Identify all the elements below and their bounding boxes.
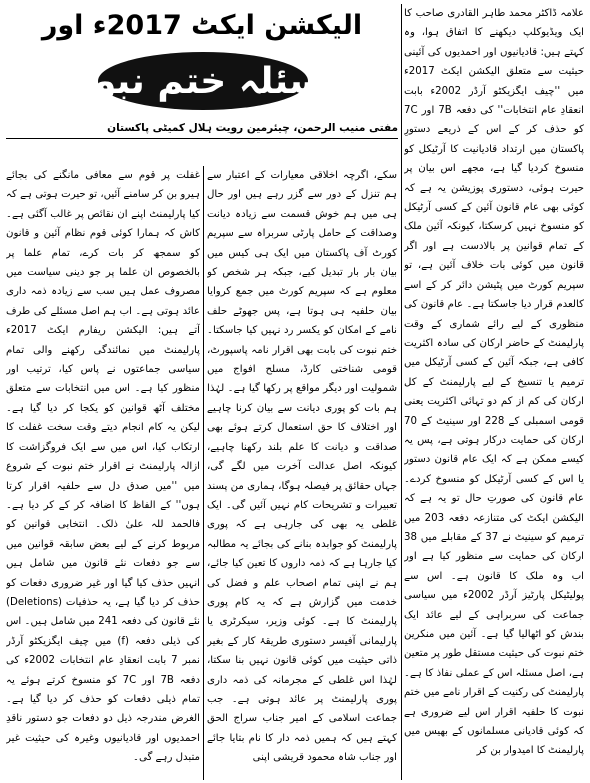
article-title: مسئلہ ختم نبوت [57, 60, 349, 102]
article-column-left [6, 166, 200, 780]
column-text: غفلت پر قوم سے معافی مانگنے کی بجائے ہیرو بن کر سامنے آئیں، تو حیرت ہوتی ہے کہ کیا پارلیمنٹ اپنے ان نقائص پر غالب آگئی ہے۔ کاش کہ ہمارا کوئی قوم نظام آئین و قانون کو سمجھ کر بات کرے، تمام علما پر بالخصوص ان علما پر جو دینی سیاست میں مصروف عمل ہیں سب سے زیادہ ذمہ داری عائد ہوتی ہے۔ اب ہم اصل مسئلے کی طرف آتے ہیں: الیکشن ریفارم ایکٹ 2017ء پارلیمنٹ میں نمائندگی رکھنے والی تمام سیاسی جماعتوں نے پاس کیا، ترتیب اور منظور کیا ہے۔ اس میں انتخابات سے متعلق مختلف آٹھ قوانین کو یکجا کر دیا گیا ہے۔ لیکن یہ کام انجام دیتے وقت سخت غفلت کا ارتکاب کیا، اس میں سے ایک فروگزاشت کا ازالہ پارلیمنٹ نے اقرار ختم نبوت کے شروع میں ''میں صدق دل سے حلفیہ اقرار کرتا ہوں'' کے الفاظ کا اضافہ کر کے کر دیا ہے۔ فالحمد للہ علیٰ ذلک۔ انتخابی قوانین کو مربوط کرنے کے لیے بعض سابقہ قوانین میں سے جو دفعات نئے قانون میں شامل ہیں انہیں حذف کیا گیا اور غیر ضروری دفعات کو حذف کر دیا گیا ہے، یہ حذفیات (Deletions) نئے قانون کی دفعہ 241 میں شامل ہیں۔ اس کی ذیلی دفعہ (f) میں چیف ایگزیکٹو آرڈر نمبر 7 بابت انعقادِ عام انتخابات 2002ء کی دفعہ 7B اور 7C کو منسوخ کرتے ہوئے یہ تمام ذیلی دفعات کو حذف کر دیا گیا ہے۔ الغرض مندرجہ ذیل دو دفعات جو دستور ناقدِ احمدیوں اور قادیانیوں وغیرہ کی حیثیت غیر متبدل رہے گی۔ [6, 170, 200, 764]
headline-block [6, 6, 398, 116]
article-column-middle [207, 166, 397, 780]
byline-rule [6, 138, 398, 139]
column-divider [203, 166, 204, 780]
author-byline: مفتی منیب الرحمن، چیئرمین رویت ہلال کمیٹی پاکستان [107, 122, 398, 134]
article-column-right [404, 4, 584, 780]
column-text: علامہ ڈاکٹر محمد طاہر القادری صاحب کا ایک ویڈیوکلپ دیکھنے کا اتفاق ہوا، وہ کہتے ہیں: قادیانیوں اور احمدیوں کی آئینی حیثیت سے متعلق الیکشن ایکٹ 2017ء میں ''چیف ایگزیکٹو آرڈر 2002ء بابت انعقادِ عام انتخابات'' کی دفعہ 7B اور 7C کو حذف کر کے اس کے ذریعے دستورِ پاکستان میں ارتداد قادیانیت کا آرٹیکل کو منسوخ کردیا گیا ہے، مجھے اس بیان پر حیرت ہوئی، دستوری پوزیشن یہ ہے کہ کوئی بھی عام قانون آئین کے کسی آرٹیکل کو منسوخ نہیں کرسکتا، کیونکہ آئین ملک کے تمام قوانین پر بالادست ہے اور اگر قانون میں کوئی بات خلاف آئین ہے، تو سپریم کورٹ میں پٹیشن دائر کر کے اسے کالعدم قرار دیا جاسکتا ہے۔ عام قانون کی منظوری کے لیے رائے شماری کے وقت پارلیمنٹ کے حاضر ارکان کی سادہ اکثریت کافی ہے، جبکہ آئین کے کسی آرٹیکل میں ترمیم یا تنسیخ کے لیے پارلیمنٹ کے کل ارکان کی کم از کم دو تہائی اکثریت یعنی قومی اسمبلی کے 228 اور سینیٹ کے 70 ارکان کی حمایت درکار ہوتی ہے، پس یہ کیسے ممکن ہے کہ ایک عام قانون دستور یا اس کے کسی آرٹیکل کو منسوخ کردے۔ عام قانون کی صورتِ حال تو یہ ہے کہ الیکشن ایکٹ کی متنازعہ دفعہ 203 میں ترمیم کو سینیٹ نے 37 کے مقابلے میں 38 ارکان کی حمایت سے منظور کیا ہے اور اب وہ ملک کا قانون ہے۔ اس سے پولیٹیکل پارٹیز آرڈر 2002ء میں سیاسی جماعت کی سربراہی کے لیے عائد ایک بندش کو اٹھالیا گیا ہے۔ آئین میں منکرین ختم نبوت کی حیثیت مستقل طور پر متعین ہے، اصل مسئلہ اس کے عملی نفاذ کا ہے۔ پارلیمنٹ کی رکنیت کے اقرار نامے میں ختم نبوت کا حلفیہ اقرار اس لیے ضروری ہے کہ کوئی قادیانی مسلمانوں کے بھیس میں پارلیمنٹ کا امیدوار بن کر [404, 8, 584, 757]
column-text: سکے، اگرچہ اخلاقی معیارات کے اعتبار سے ہم تنزل کے دور سے گزر رہے ہیں اور حال ہی میں ہم خوش قسمت سے زیادہ دیانت وصداقت کے حامل پارٹی سربراہ سے سپریم کورٹ آف پاکستان میں ایک ہی کیس میں بیان بار بار تبدیل کیے، جبکہ ہر شخص کو معلوم ہے کہ سپریم کورٹ میں جمع کروایا بیان حلفیہ ہی ہوتا ہے، پس جھوٹے حلف نامے کے امکان کو یکسر رد نہیں کیا جاسکتا۔ ختم نبوت کی بابت بھی اقرار نامہ پاسپورٹ، قومی شناختی کارڈ، مسلح افواج میں شمولیت اور دیگر مواقع پر رکھا گیا ہے۔ لہٰذا ہم بات کو پوری دیانت سے بیان کرنا چاہیے اور اختلاف کا حق استعمال کرتے ہوئے بھی صداقت و دیانت کا علم بلند رکھنا چاہیے، کیونکہ اصل عدالت آخرت میں لگے گی، جہاں حقائق پر فیصلہ ہوگا، ہماری من پسند تعبیرات و تشریحات کام نہیں آئیں گی۔ ایک غلطی یہ بھی کی جارہی ہے کہ پوری پارلیمنٹ کو جوابدہ بنانے کی بجائے یہ مطالبہ کیا جارہا ہے کہ ذمہ داروں کا تعین کیا جائے، ہم نے اپنی تمام اصحاب علم و فضل کی خدمت میں گزارش ہے کہ یہ کام پوری پارلیمنٹ کا ہے۔ کوئی وزیر، سیکرٹری یا پارلیمانی آفیسر دستوری طریقۂ کار کے بغیر ذاتی حیثیت میں کوئی قانون نہیں بنا سکتا، لہٰذا اس غلطی کے مجرمانہ کی ذمہ داری پوری پارلیمنٹ پر عائد ہوتی ہے۔ جب جماعت اسلامی کے امیر جناب سراج الحق کہتے ہیں کہ ہمیں ذمہ دار کا نام بتایا جائے اور جناب شاہ محمود قریشی اپنی [207, 170, 397, 764]
title-banner [57, 52, 349, 110]
headline-kicker: الیکشن ایکٹ 2017ء اور [41, 10, 363, 41]
column-divider [401, 4, 402, 780]
